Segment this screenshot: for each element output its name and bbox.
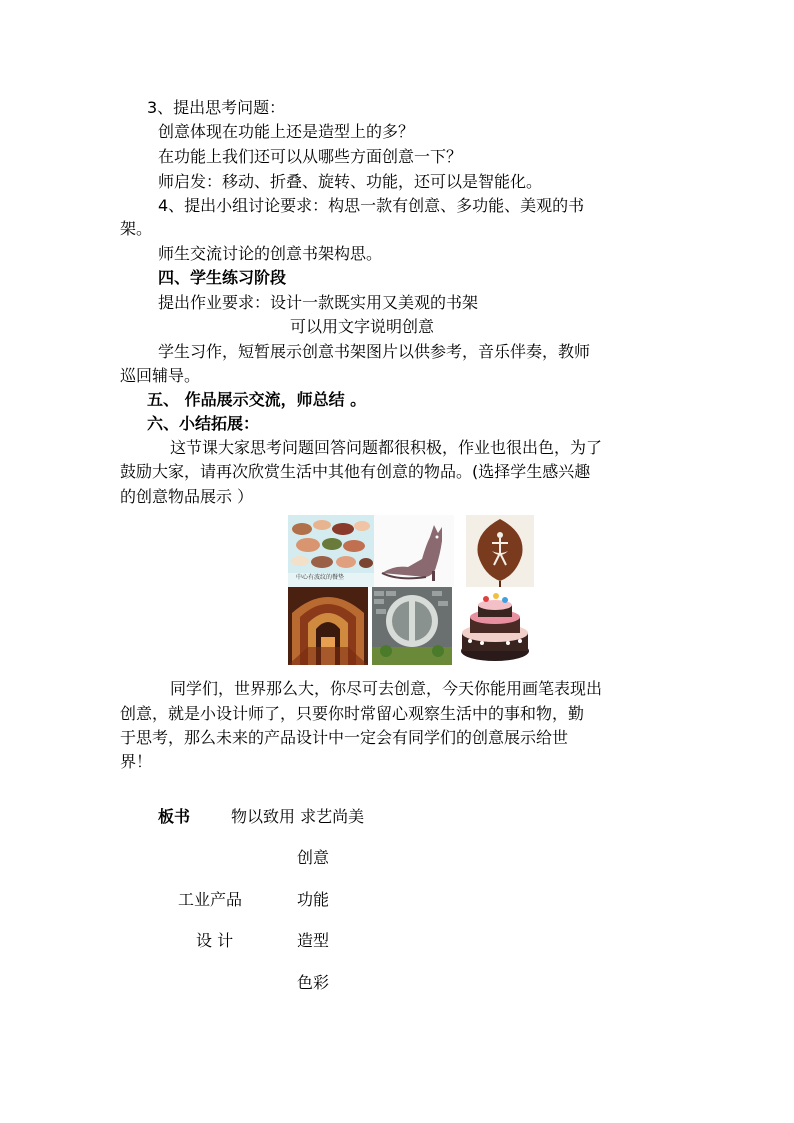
- text-line: 巡回辅导。: [120, 366, 201, 385]
- board-label: 板书: [158, 807, 191, 826]
- text-line: 师生交流讨论的创意书架构思。: [158, 244, 383, 263]
- text-line: 创意体现在功能上还是造型上的多？: [158, 122, 415, 141]
- section-heading: 四、学生练习阶段: [158, 268, 287, 287]
- text-line: 提出作业要求：设计一款既实用又美观的书架: [158, 293, 479, 312]
- round-door-image: [372, 587, 452, 665]
- text-line: 于思考，那么未来的产品设计中一定会有同学们的创意展示给世: [120, 728, 569, 747]
- image-caption: 中心有波纹的餐垫: [296, 574, 345, 581]
- book-tunnel-image: [288, 587, 368, 665]
- text-line: 界！: [120, 752, 153, 771]
- board-item: 功能: [297, 890, 330, 909]
- board-left-label: 工业产品: [178, 890, 243, 909]
- board-item: 创意: [297, 848, 330, 867]
- leaf-ballerina-image: [466, 515, 534, 587]
- text-line: 鼓励大家，请再次欣赏生活中其他有创意的物品。(选择学生感兴趣: [120, 462, 591, 481]
- section-heading: 五、 作品展示交流，师总结 。: [147, 390, 367, 409]
- board-left-label: 设 计: [196, 931, 234, 950]
- text-line: 在功能上我们还可以从哪些方面创意一下？: [158, 147, 463, 166]
- board-motto: 物以致用 求艺尚美: [231, 807, 365, 826]
- cat-shoe-image: [374, 515, 454, 587]
- section-heading: 六、小结拓展：: [147, 414, 260, 433]
- text-line: 的创意物品展示 ）: [120, 487, 254, 506]
- text-line: 师启发：移动、折叠、旋转、功能，还可以是智能化。: [158, 172, 543, 191]
- board-item: 色彩: [297, 973, 330, 992]
- cake-image: [456, 587, 534, 665]
- text-line: 这节课大家思考问题回答问题都很积极，作业也很出色，为了: [170, 438, 603, 457]
- text-line: 可以用文字说明创意: [290, 317, 435, 336]
- text-line: 同学们，世界那么大，你尽可去创意，今天你能用画笔表现出: [170, 679, 603, 698]
- board-item: 造型: [297, 931, 330, 950]
- pebble-placemat-image: [288, 515, 374, 587]
- creative-items-collage: [288, 515, 534, 665]
- text-line: 创意，就是小设计师了，只要你时常留心观察生活中的事和物，勤: [120, 704, 585, 723]
- text-line: 3、提出思考问题：: [147, 98, 286, 117]
- text-line: 4、提出小组讨论要求：构思一款有创意、多功能、美观的书: [158, 196, 585, 215]
- text-line: 架。: [120, 219, 153, 238]
- text-line: 学生习作，短暂展示创意书架图片以供参考，音乐伴奏，教师: [158, 342, 591, 361]
